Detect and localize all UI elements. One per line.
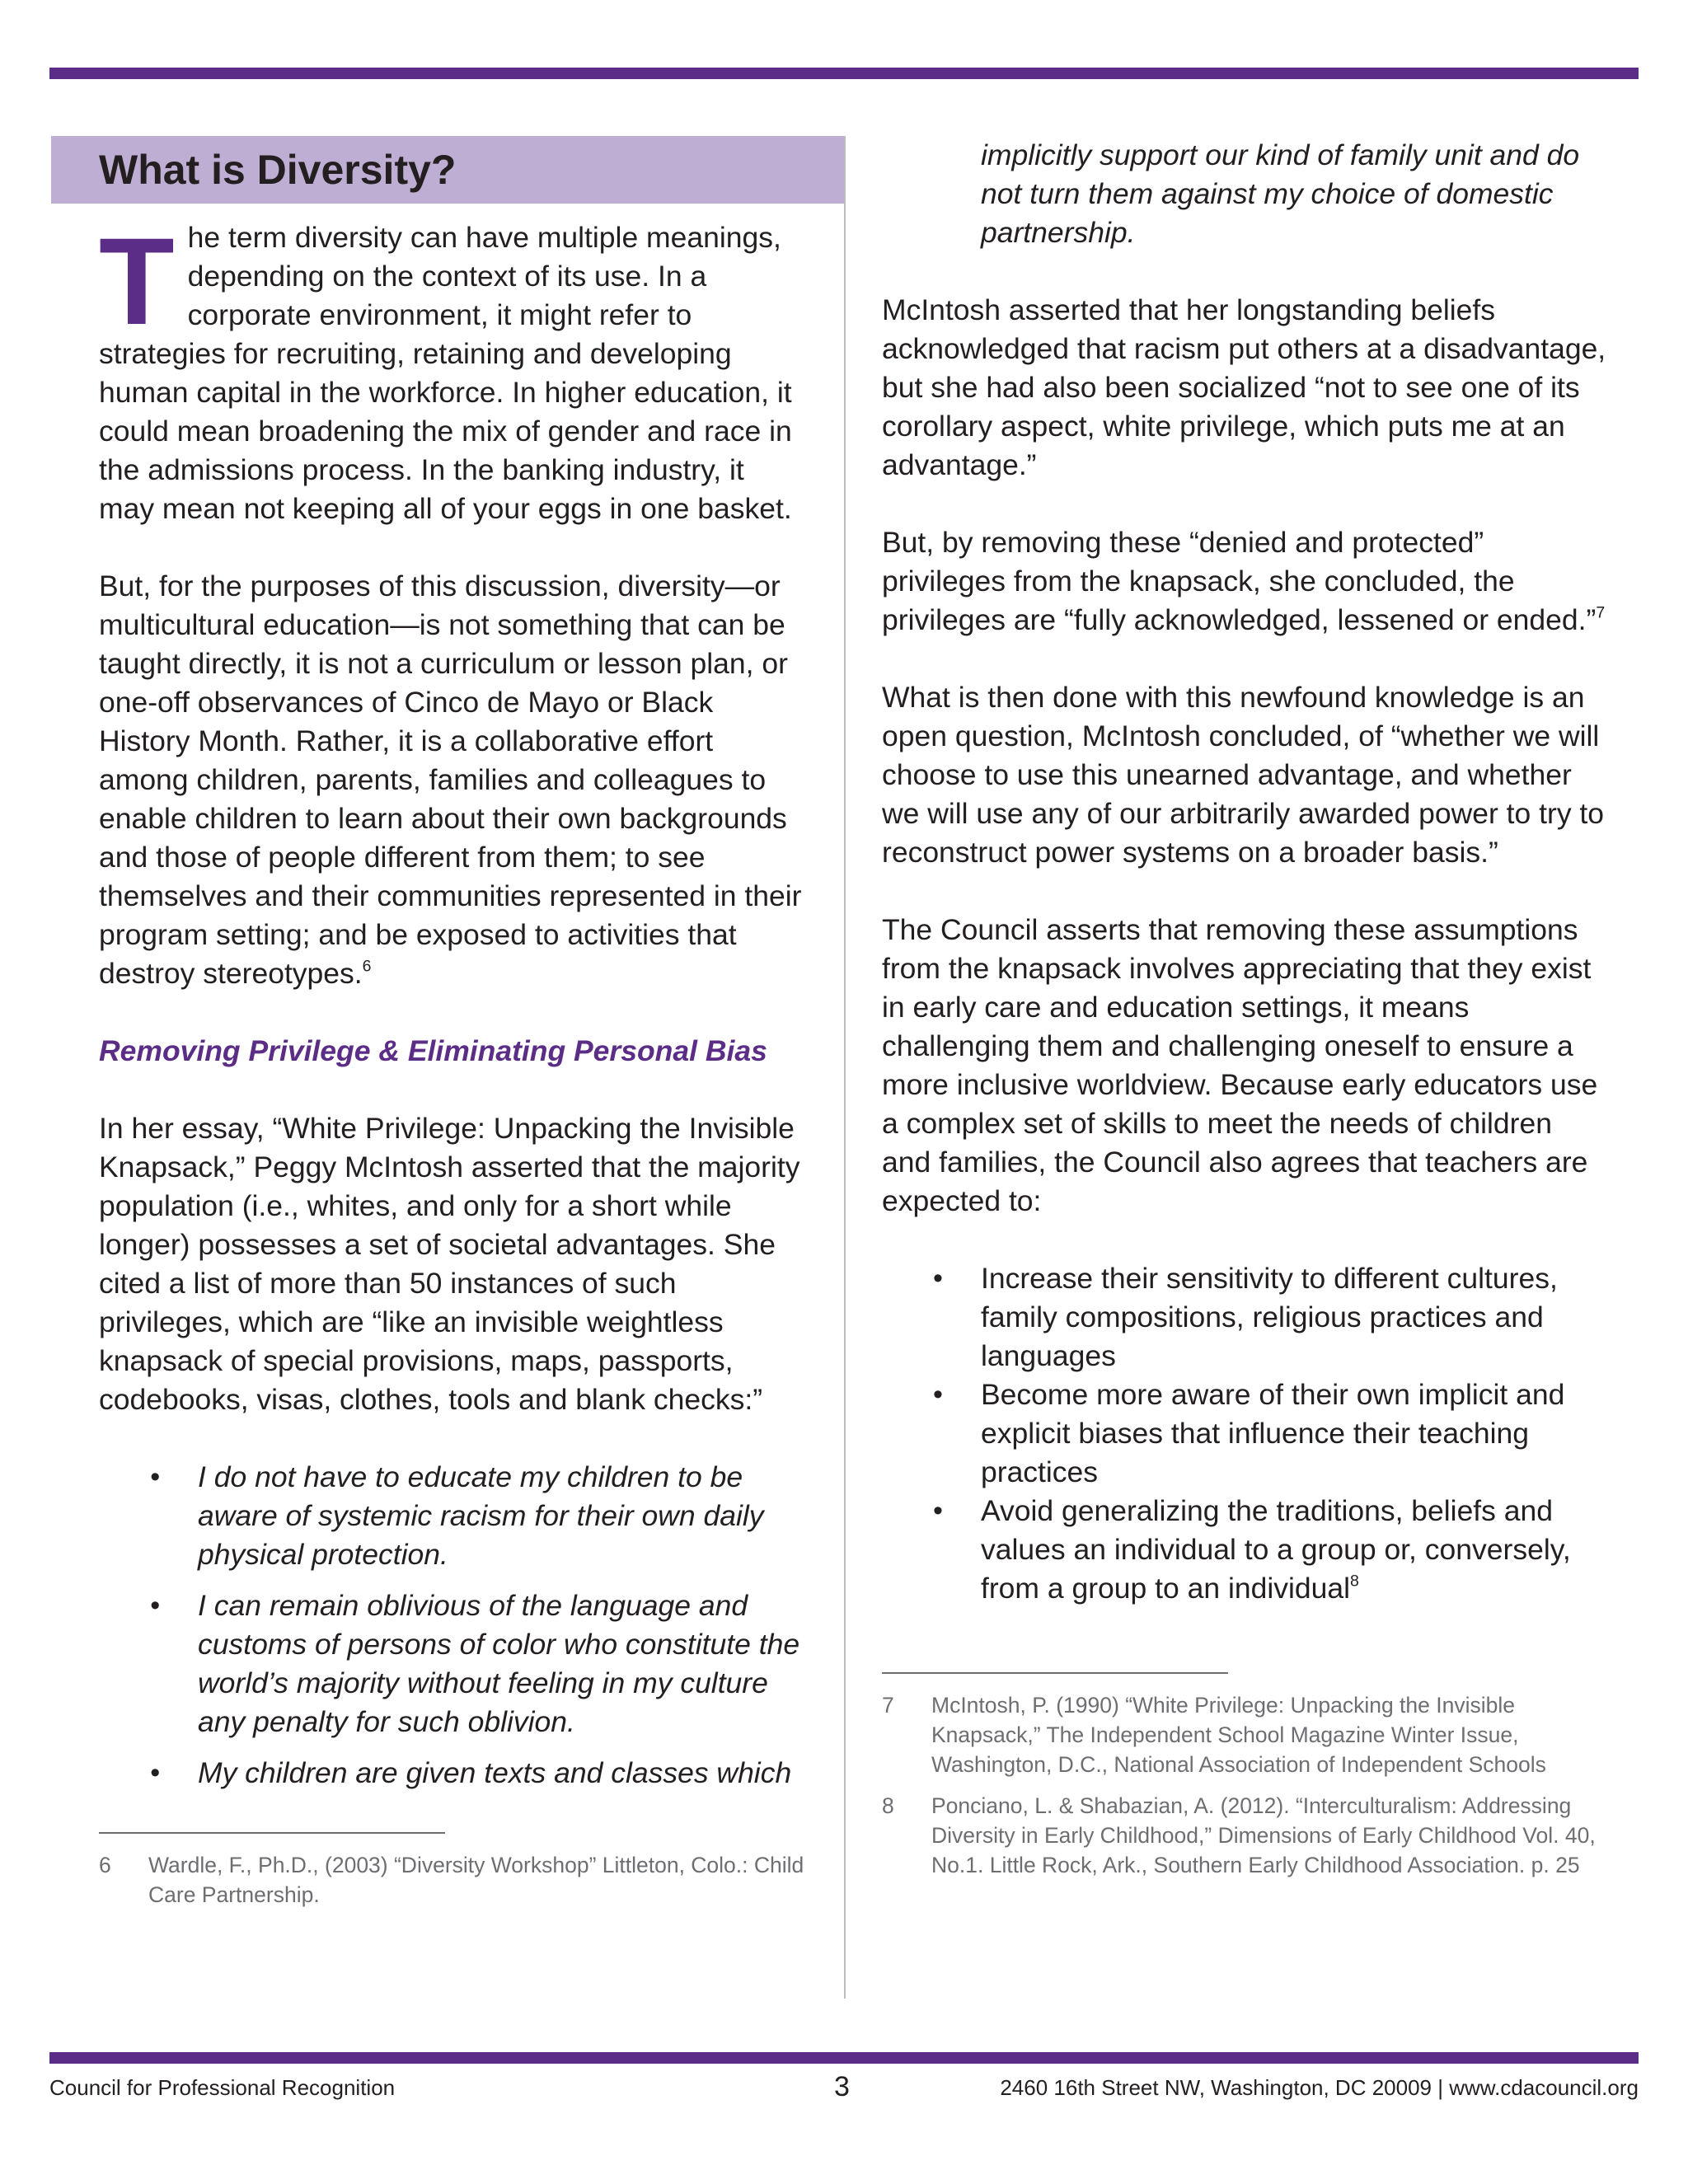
footnote-8 [882, 1791, 1607, 1880]
footnote-divider [99, 1832, 445, 1834]
footnote-text: McIntosh, P. (1990) “White Privilege: Unpacking the Invisible Knapsack,” The Independent School Magazine Winter Issue, Washington, D.C., National Association of Independent Schools [931, 1693, 1546, 1777]
teacher-expectations-list [882, 1259, 1607, 1608]
footnote-ref-7: 7 [1596, 603, 1606, 622]
right-column [882, 136, 1607, 1891]
left-content [51, 204, 844, 1910]
footnote-number: 6 [99, 1853, 111, 1877]
list-item-text: Avoid generalizing the traditions, beliefs and values an individual to a group or, conversely, from a group to an individual [981, 1494, 1571, 1605]
list-item: • I can remain oblivious of the language and customs of persons of color who constitute the world’s majority without feeling in my culture any penalty for such oblivion. [99, 1586, 806, 1741]
removing-text: But, by removing these “denied and protected” privileges from the knapsack, she concluded, the privileges are “fully acknowledged, lessened or ended.” [882, 526, 1597, 636]
footer-address: 2460 16th Street NW, Washington, DC 20009 | www.cdacouncil.org [1000, 2075, 1639, 2100]
right-footnotes [882, 1690, 1607, 1880]
knowledge-paragraph: What is then done with this newfound knowledge is an open question, McIntosh concluded, of “whether we will choose to use this unearned advantage, and whether we will use any of our arbitrarily awarded power to try to reconstruct power systems on a broader basis.” [882, 681, 1605, 869]
diversity-paragraph [99, 567, 806, 993]
list-item: • Become more aware of their own implicit and explicit biases that influence their teaching practices [882, 1376, 1607, 1492]
mcintosh-paragraph: In her essay, “White Privilege: Unpacking the Invisible Knapsack,” Peggy McIntosh asserted that the majority population (i.e., whites, and only for a short while longer) possesses a set of societal advantages. She cited a list of more than 50 instances of such privileges, which are “like an invisible weightless knapsack of special provisions, maps, passports, codebooks, visas, clothes, tools and blank checks:” [99, 1112, 800, 1416]
intro-paragraph [99, 212, 806, 528]
list-item [882, 1492, 1607, 1608]
footnote-7 [882, 1690, 1607, 1779]
footnote-text: Ponciano, L. & Shabazian, A. (2012). “Interculturalism: Addressing Diversity in Early Childhood,” Dimensions of Early Childhood Vol. 40, No.1. Little Rock, Ark., Southern Early Childhood Association. p. 25 [931, 1793, 1596, 1877]
council-paragraph: The Council asserts that removing these assumptions from the knapsack involves appreciating that they exist in early care and education settings, it means challenging them and challenging oneself to ensure a more inclusive worldview. Because early educators use a complex set of skills to meet the needs of children and families, the Council also agrees that teachers are expected to: [882, 913, 1598, 1217]
footer-organization: Council for Professional Recognition [49, 2075, 396, 2100]
left-column [51, 136, 846, 1999]
removing-paragraph [882, 523, 1607, 640]
page-title: What is Diversity? [99, 147, 457, 193]
list-item: • I do not have to educate my children to be aware of systemic racism for their own daily physical protection. [99, 1458, 806, 1574]
footnote-6 [99, 1850, 806, 1910]
footnote-ref-8: 8 [1349, 1572, 1359, 1591]
subheading: Removing Privilege & Eliminating Personal Bias [99, 1034, 767, 1067]
drop-cap: T [99, 212, 175, 350]
footnote-number: 7 [882, 1693, 894, 1718]
page-number: 3 [834, 2071, 850, 2102]
footnote-ref-6: 6 [362, 957, 372, 976]
beliefs-paragraph: McIntosh asserted that her longstanding beliefs acknowledged that racism put others at a disadvantage, but she had also been socialized “not to see one of its corollary aspect, white privilege, which puts me at an advantage.” [882, 293, 1606, 481]
privilege-list [99, 1458, 806, 1793]
diversity-text: But, for the purposes of this discussion, diversity—or multicultural education—is not something that can be taught directly, it is not a curriculum or lesson plan, or one-off observances of Cinco de Mayo or Black History Month. Rather, it is a collaborative effort among children, parents, families and colleagues to enable children to learn about their own backgrounds and those of people different from them; to see themselves and their communities represented in their program setting; and be exposed to activities that destroy stereotypes. [99, 569, 802, 990]
continued-bullet: implicitly support our kind of family unit and do not turn them against my choice of domestic partnership. [981, 138, 1580, 249]
footnote-divider [882, 1672, 1228, 1674]
top-rule [49, 68, 1639, 79]
left-footnotes [99, 1850, 806, 1910]
intro-text: he term diversity can have multiple meanings, depending on the context of its use. In a corporate environment, it might refer to strategies for recruiting, retaining and developing human capital in the workforce. In higher education, it could mean broadening the mix of gender and race in the admissions process. In the banking industry, it may mean not keeping all of your eggs in one basket. [99, 221, 792, 525]
list-item: • Increase their sensitivity to different cultures, family compositions, religious practices and languages [882, 1259, 1607, 1376]
footnote-text: Wardle, F., Ph.D., (2003) “Diversity Workshop” Littleton, Colo.: Child Care Partnership. [148, 1853, 804, 1907]
list-item: • My children are given texts and classes which [99, 1754, 806, 1793]
footnote-number: 8 [882, 1793, 894, 1818]
heading-banner [51, 136, 844, 204]
bottom-rule [49, 2052, 1639, 2064]
